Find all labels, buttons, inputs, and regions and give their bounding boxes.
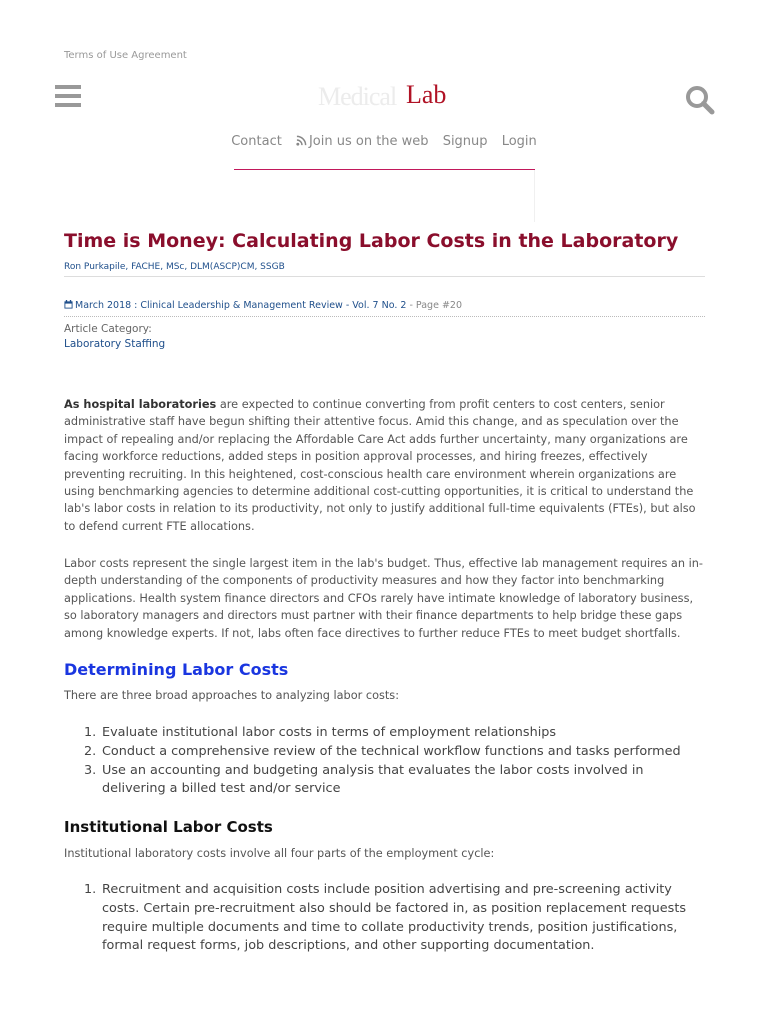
nav-login[interactable]: Login — [501, 134, 537, 149]
nav-divider-vertical — [534, 170, 535, 222]
lead-text: As hospital laboratories — [64, 398, 217, 411]
page-number: - Page #20 — [406, 300, 462, 311]
list-item: 3. Use an accounting and budgeting analysis that evaluates the labor costs involved in delivering a billed test and/or service — [84, 762, 644, 797]
logo-prefix: Medical — [318, 82, 397, 111]
hamburger-menu-icon[interactable] — [55, 85, 81, 111]
category-label: Article Category: — [64, 323, 152, 335]
list-item-text: Evaluate institutional labor costs in terms of employment relationships — [102, 725, 557, 740]
list-item-text: Recruitment and acquisition costs include position advertising and pre-screening activity costs. Certain pre-recruitment also should be factored in, as position replacement requests require multiple documents and time to collate productivity trends, position justifications, formal request forms, job descriptions, and other supporting documentation. — [102, 882, 687, 954]
divider — [64, 276, 705, 277]
nav-signup[interactable]: Signup — [442, 134, 488, 149]
section-heading: Determining Labor Costs — [64, 660, 289, 679]
list-item: 2. Conduct a comprehensive review of the technical workflow functions and tasks performed — [84, 743, 681, 759]
list-item-text: Conduct a comprehensive review of the technical workflow functions and tasks performed — [102, 743, 681, 759]
nav-contact[interactable]: Contact — [231, 134, 282, 149]
calendar-icon — [64, 300, 73, 309]
top-navigation — [0, 134, 768, 149]
list-item-text: Use an accounting and budgeting analysis that evaluates the labor costs involved in delivering a billed test and/or service — [102, 762, 644, 797]
issue-link[interactable]: March 2018 : Clinical Leadership & Management Review - Vol. 7 No. 2 — [75, 300, 407, 311]
terms-of-use-link[interactable]: Terms of Use Agreement — [64, 50, 187, 61]
nav-divider — [234, 169, 535, 170]
category-link[interactable]: Laboratory Staffing — [64, 338, 166, 350]
nav-join-web[interactable] — [296, 134, 429, 149]
rss-icon — [296, 135, 307, 146]
body-paragraph-2: Labor costs represent the single largest item in the lab's budget. Thus, effective lab management requires an in-depth understanding of the components of productivity measures and how they factor into benchmarking applications. Health system finance directors and CFOs rarely have intimate knowledge of laboratory business, so laboratory managers and directors must partner with their finance departments to help bridge these gaps among knowledge experts. If not, labs often face directives to further reduce FTEs to meet budget shortfalls. — [64, 557, 703, 640]
logo-text: Lab — [406, 80, 447, 109]
issue-meta — [64, 300, 462, 311]
list-item: 1. Recruitment and acquisition costs include position advertising and pre-screening activity costs. Certain pre-recruitment also should be factored in, as position replacement requests require multiple documents and time to collate productivity trends, position justifications, formal request forms, job descriptions, and other supporting documentation. — [84, 882, 687, 954]
site-logo[interactable] — [318, 80, 450, 114]
subsection-intro: Institutional laboratory costs involve all four parts of the employment cycle: — [64, 847, 495, 860]
subsection-heading: Institutional Labor Costs — [64, 818, 273, 836]
section-intro: There are three broad approaches to analyzing labor costs: — [64, 689, 400, 702]
body-paragraph-1 — [64, 396, 705, 535]
employment-cycle-list — [84, 881, 705, 956]
dotted-divider — [64, 316, 705, 317]
article-title: Time is Money: Calculating Labor Costs in the Laboratory — [64, 230, 679, 252]
approaches-list — [84, 724, 705, 799]
paragraph-text: are expected to continue converting from profit centers to cost centers, senior administrative staff have begun shifting their attentive focus. Amid this change, and as speculation over the impact of repealing and/or replacing the Affordable Care Act adds further uncertainty, many organizations are facing workforce reductions, added steps in position approval processes, and hiring freezes, effectively preventing recruiting. In this heightened, cost-conscious health care environment wherein organizations are using benchmarking agencies to determine additional cost-cutting opportunities, it is critical to understand the lab's labor costs in relation to its productivity, not only to justify additional full-time equivalents (FTEs), but also to defend current FTE allocations. — [64, 398, 696, 533]
author-link[interactable]: Ron Purkapile, FACHE, MSc, DLM(ASCP)CM, SSGB — [64, 262, 285, 272]
search-icon[interactable] — [684, 84, 716, 116]
list-item: 1. Evaluate institutional labor costs in terms of employment relationships — [84, 725, 557, 740]
nav-join-label: Join us on the web — [308, 134, 429, 149]
